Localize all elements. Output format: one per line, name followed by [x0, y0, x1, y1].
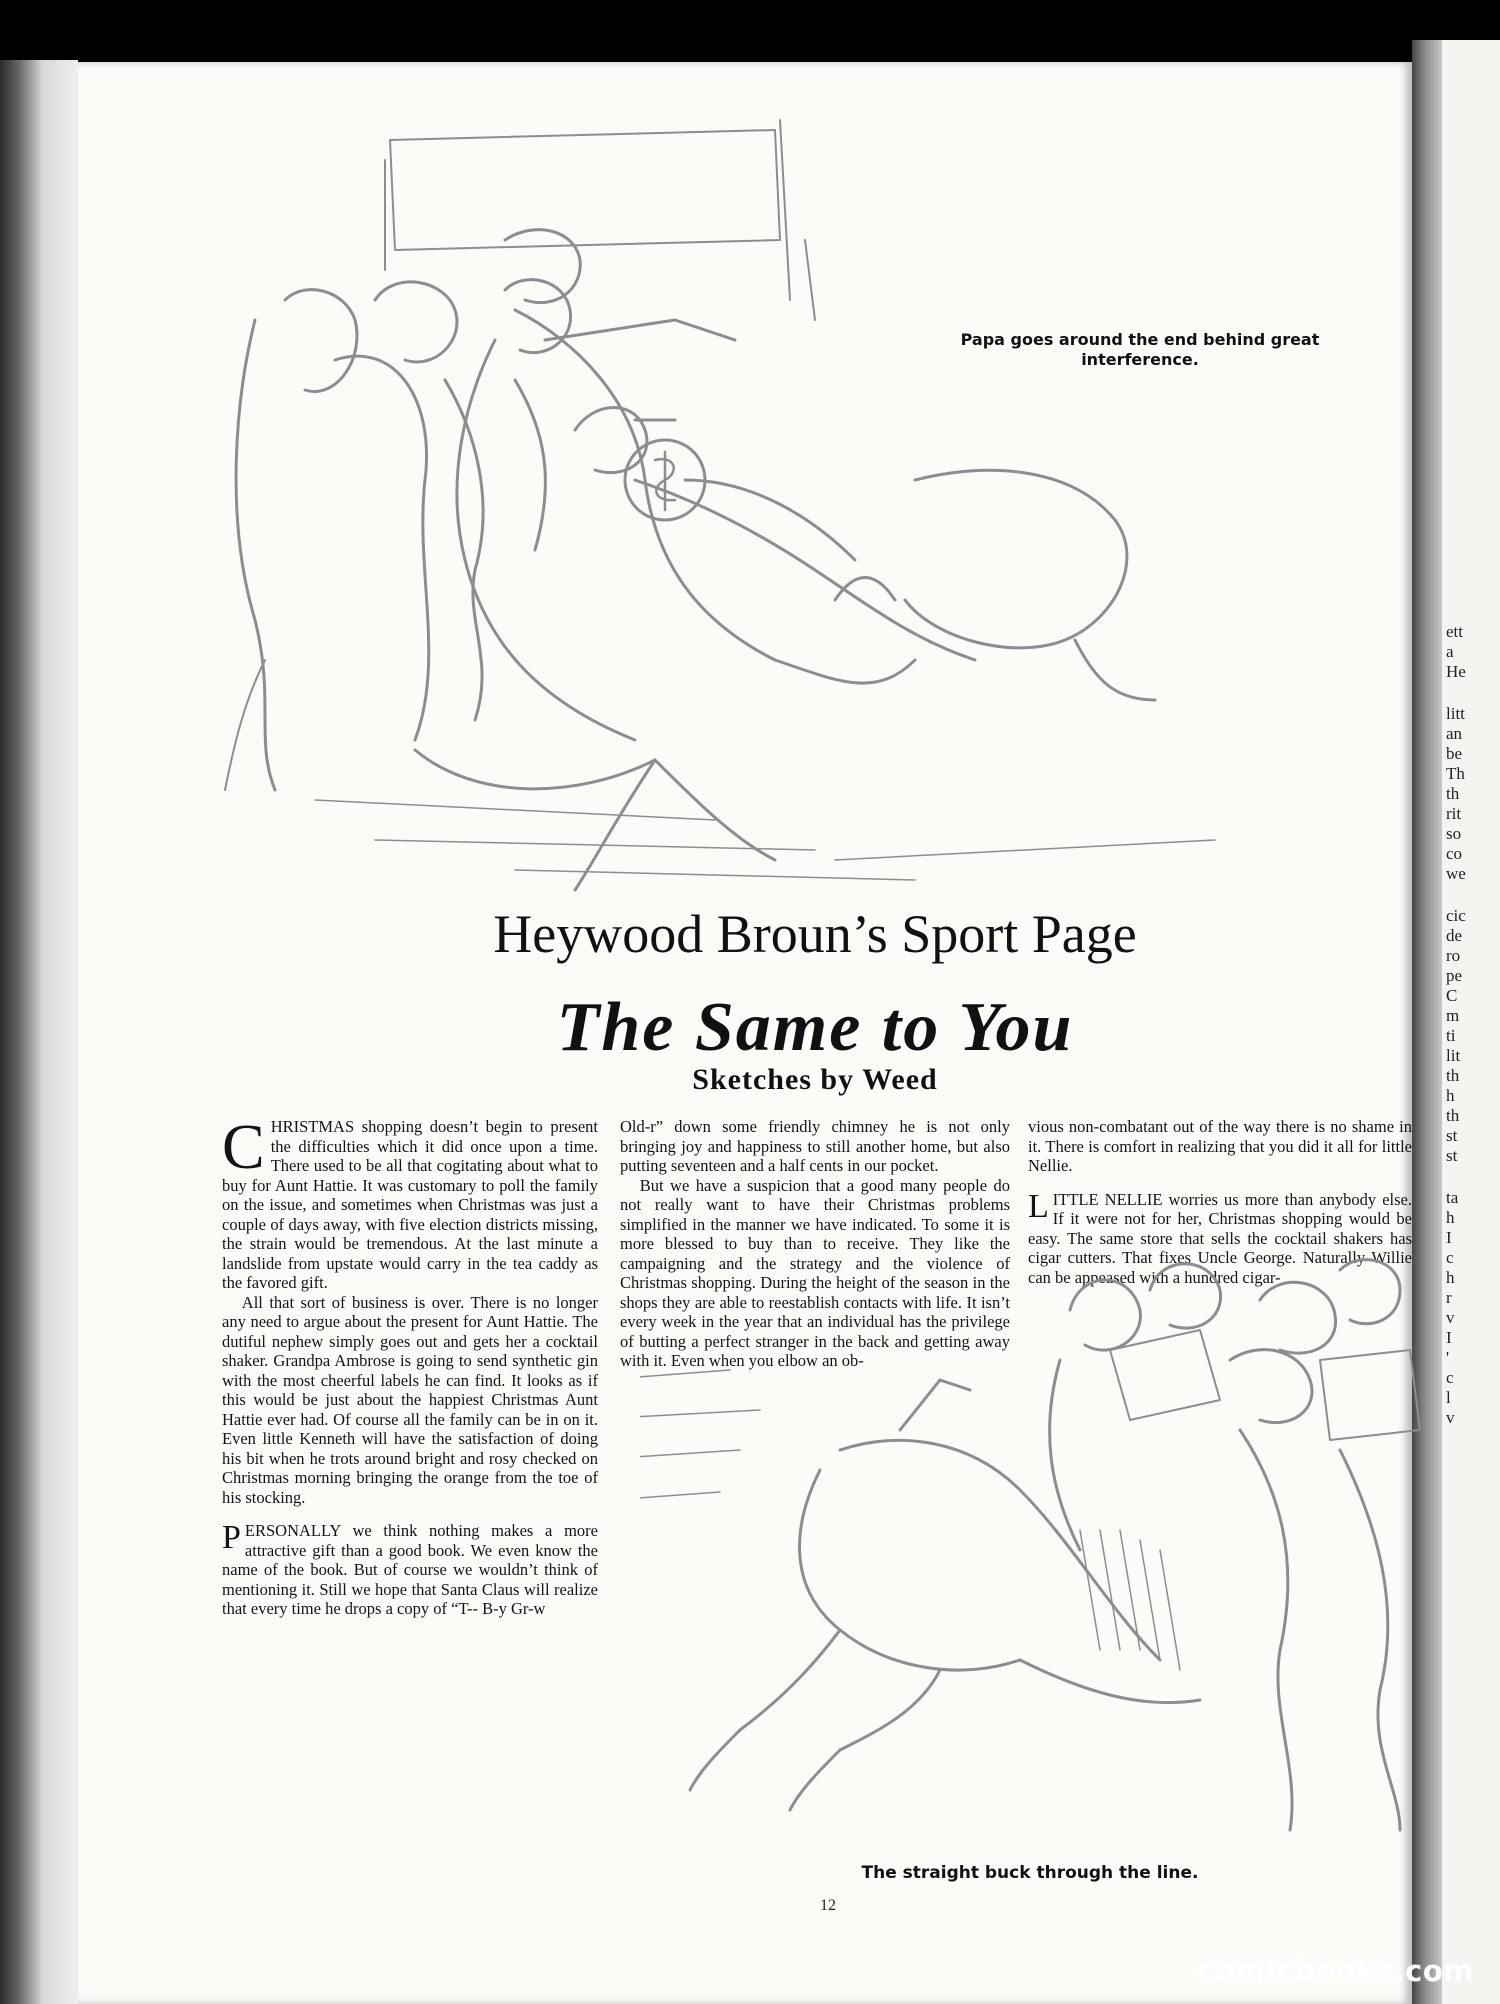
adjacent-page-text-fragment: ': [1446, 1348, 1450, 1367]
adjacent-page-text-fragment: we: [1446, 864, 1466, 883]
adjacent-page-text-fragment: so: [1446, 824, 1462, 843]
drop-cap: L: [1028, 1187, 1049, 1225]
paragraph: PERSONALLY we think nothing makes a more attractive gift than a good book. We even know the name of the book. But of course we wouldn’t think of mentioning it. Still we hope that Santa Claus will realize that every time he drops a copy of “T-- B-y Gr-w: [222, 1519, 598, 1618]
adjacent-page-text-fragment: lit: [1446, 1046, 1461, 1065]
adjacent-page-text-fragment: I: [1446, 1228, 1452, 1247]
paragraph: LITTLE NELLIE worries us more than anybody else. If it were not for her, Christmas shopping would be easy. The same store that sells the cocktail shakers has cigar cutters. That fixes Uncle George. Naturally Willie can be appeased with a hundred cigar-: [1028, 1187, 1412, 1287]
adjacent-page-text-fragment: c: [1446, 1368, 1454, 1387]
adjacent-page-text-fragment: litt: [1446, 704, 1465, 723]
adjacent-page-text-fragment: l: [1446, 1388, 1451, 1407]
illustration-shopper-tackle: [640, 1230, 1430, 1840]
adjacent-page-text-fragment: th: [1446, 1106, 1460, 1125]
adjacent-page-edge: [1442, 40, 1500, 2004]
page-number: 12: [820, 1897, 836, 1914]
adjacent-page-text-fragment: ti: [1446, 1026, 1456, 1045]
adjacent-page-text-fragment: He: [1446, 662, 1466, 681]
book-binding-edge: [0, 60, 78, 2004]
adjacent-page-text-fragment: co: [1446, 844, 1463, 863]
site-watermark: comicbooks.com: [1197, 1954, 1474, 1988]
adjacent-page-text-fragment: v: [1446, 1408, 1455, 1427]
adjacent-page-text-fragment: r: [1446, 1288, 1452, 1307]
paragraph: But we have a suspicion that a good many people do not really want to have their Christmas problems simplified in the manner we have indicated. To some it is more blessed to buy than to receive. They like the campaigning and the strategy and the violence of Christmas shopping. During the height of the season in the shops they are able to reestablish contacts with life. It isn’t every week in the year that an individual has the privilege of butting a perfect stranger in the back and getting away with it. Even when you elbow an ob-: [620, 1175, 1010, 1370]
article-byline: Sketches by Weed: [692, 1063, 938, 1096]
adjacent-page-text-fragment: C: [1446, 986, 1458, 1005]
paragraph: All that sort of business is over. There is no longer any need to argue about the present for Aunt Hattie. The dutiful nephew simply goes out and gets her a cocktail shaker. Grandpa Ambrose is going to send synthetic gin with the most cheerful labels he can find. It looks as if this would be just about the happiest Christmas Aunt Hattie ever had. Of course all the family can be in on it. Even little Kenneth will have the satisfaction of doing his bit when he trots around bright and rosy checked on Christmas morning bringing the orange from the toe of his stocking.: [222, 1292, 598, 1507]
adjacent-page-text-fragment: v: [1446, 1308, 1455, 1327]
adjacent-page-text-fragment: m: [1446, 1006, 1460, 1025]
caption-top-illustration: Papa goes around the end behind great interference.: [960, 330, 1320, 369]
adjacent-page-text-fragment: be: [1446, 744, 1463, 763]
drop-cap: C: [222, 1111, 265, 1182]
adjacent-page-text-fragment: an: [1446, 724, 1463, 743]
adjacent-page-text-fragment: h: [1446, 1208, 1455, 1227]
adjacent-page-text-fragment: th: [1446, 1066, 1460, 1085]
paragraph: CHRISTMAS shopping doesn’t begin to present the difficulties which it did once upon a time. There used to be all that cogitating about what to buy for Aunt Hattie. It was customary to poll the family on the issue, and sometimes when Christmas was just a couple of days away, with five election districts missing, the strain would be tremendous. At the last minute a landslide from upstate would carry in the tea caddy as the favored gift.: [222, 1111, 598, 1292]
paragraph: Old-r” down some friendly chimney he is not only bringing joy and happiness to still another home, but also putting seventeen and a half cents in our pocket.: [620, 1117, 1010, 1175]
adjacent-page-text-fragment: cic: [1446, 906, 1466, 925]
adjacent-page-text-fragment: a: [1446, 642, 1454, 661]
adjacent-page-text-fragment: c: [1446, 1248, 1454, 1267]
article-column-1: [222, 1111, 598, 1619]
illustration-shopping-crowd: [215, 100, 1415, 900]
adjacent-page-text-fragment: h: [1446, 1086, 1455, 1105]
adjacent-page-text-fragment: ro: [1446, 946, 1461, 965]
adjacent-page-text-fragment: st: [1446, 1126, 1458, 1145]
adjacent-page-text-fragment: st: [1446, 1146, 1458, 1165]
adjacent-page-text-fragment: th: [1446, 784, 1460, 803]
adjacent-page-text-fragment: pe: [1446, 966, 1463, 985]
caption-bottom-illustration: The straight buck through the line.: [861, 1863, 1199, 1883]
article-headline: Heywood Broun’s Sport Page: [493, 904, 1137, 964]
adjacent-page-text-fragment: de: [1446, 926, 1463, 945]
adjacent-page-text-fragment: h: [1446, 1268, 1455, 1287]
adjacent-page-text-fragment: rit: [1446, 804, 1462, 823]
adjacent-page-text-fragment: ta: [1446, 1188, 1459, 1207]
adjacent-page-text-fragment: I: [1446, 1328, 1452, 1347]
article-subheadline: The Same to You: [556, 989, 1074, 1066]
paragraph: vious non-combatant out of the way there is no shame in it. There is comfort in realizing that you did it all for little Nellie.: [1028, 1117, 1412, 1175]
drop-cap: P: [222, 1519, 241, 1556]
adjacent-page-text-fragment: Th: [1446, 764, 1465, 783]
adjacent-page-text-fragment: ett: [1446, 622, 1463, 641]
